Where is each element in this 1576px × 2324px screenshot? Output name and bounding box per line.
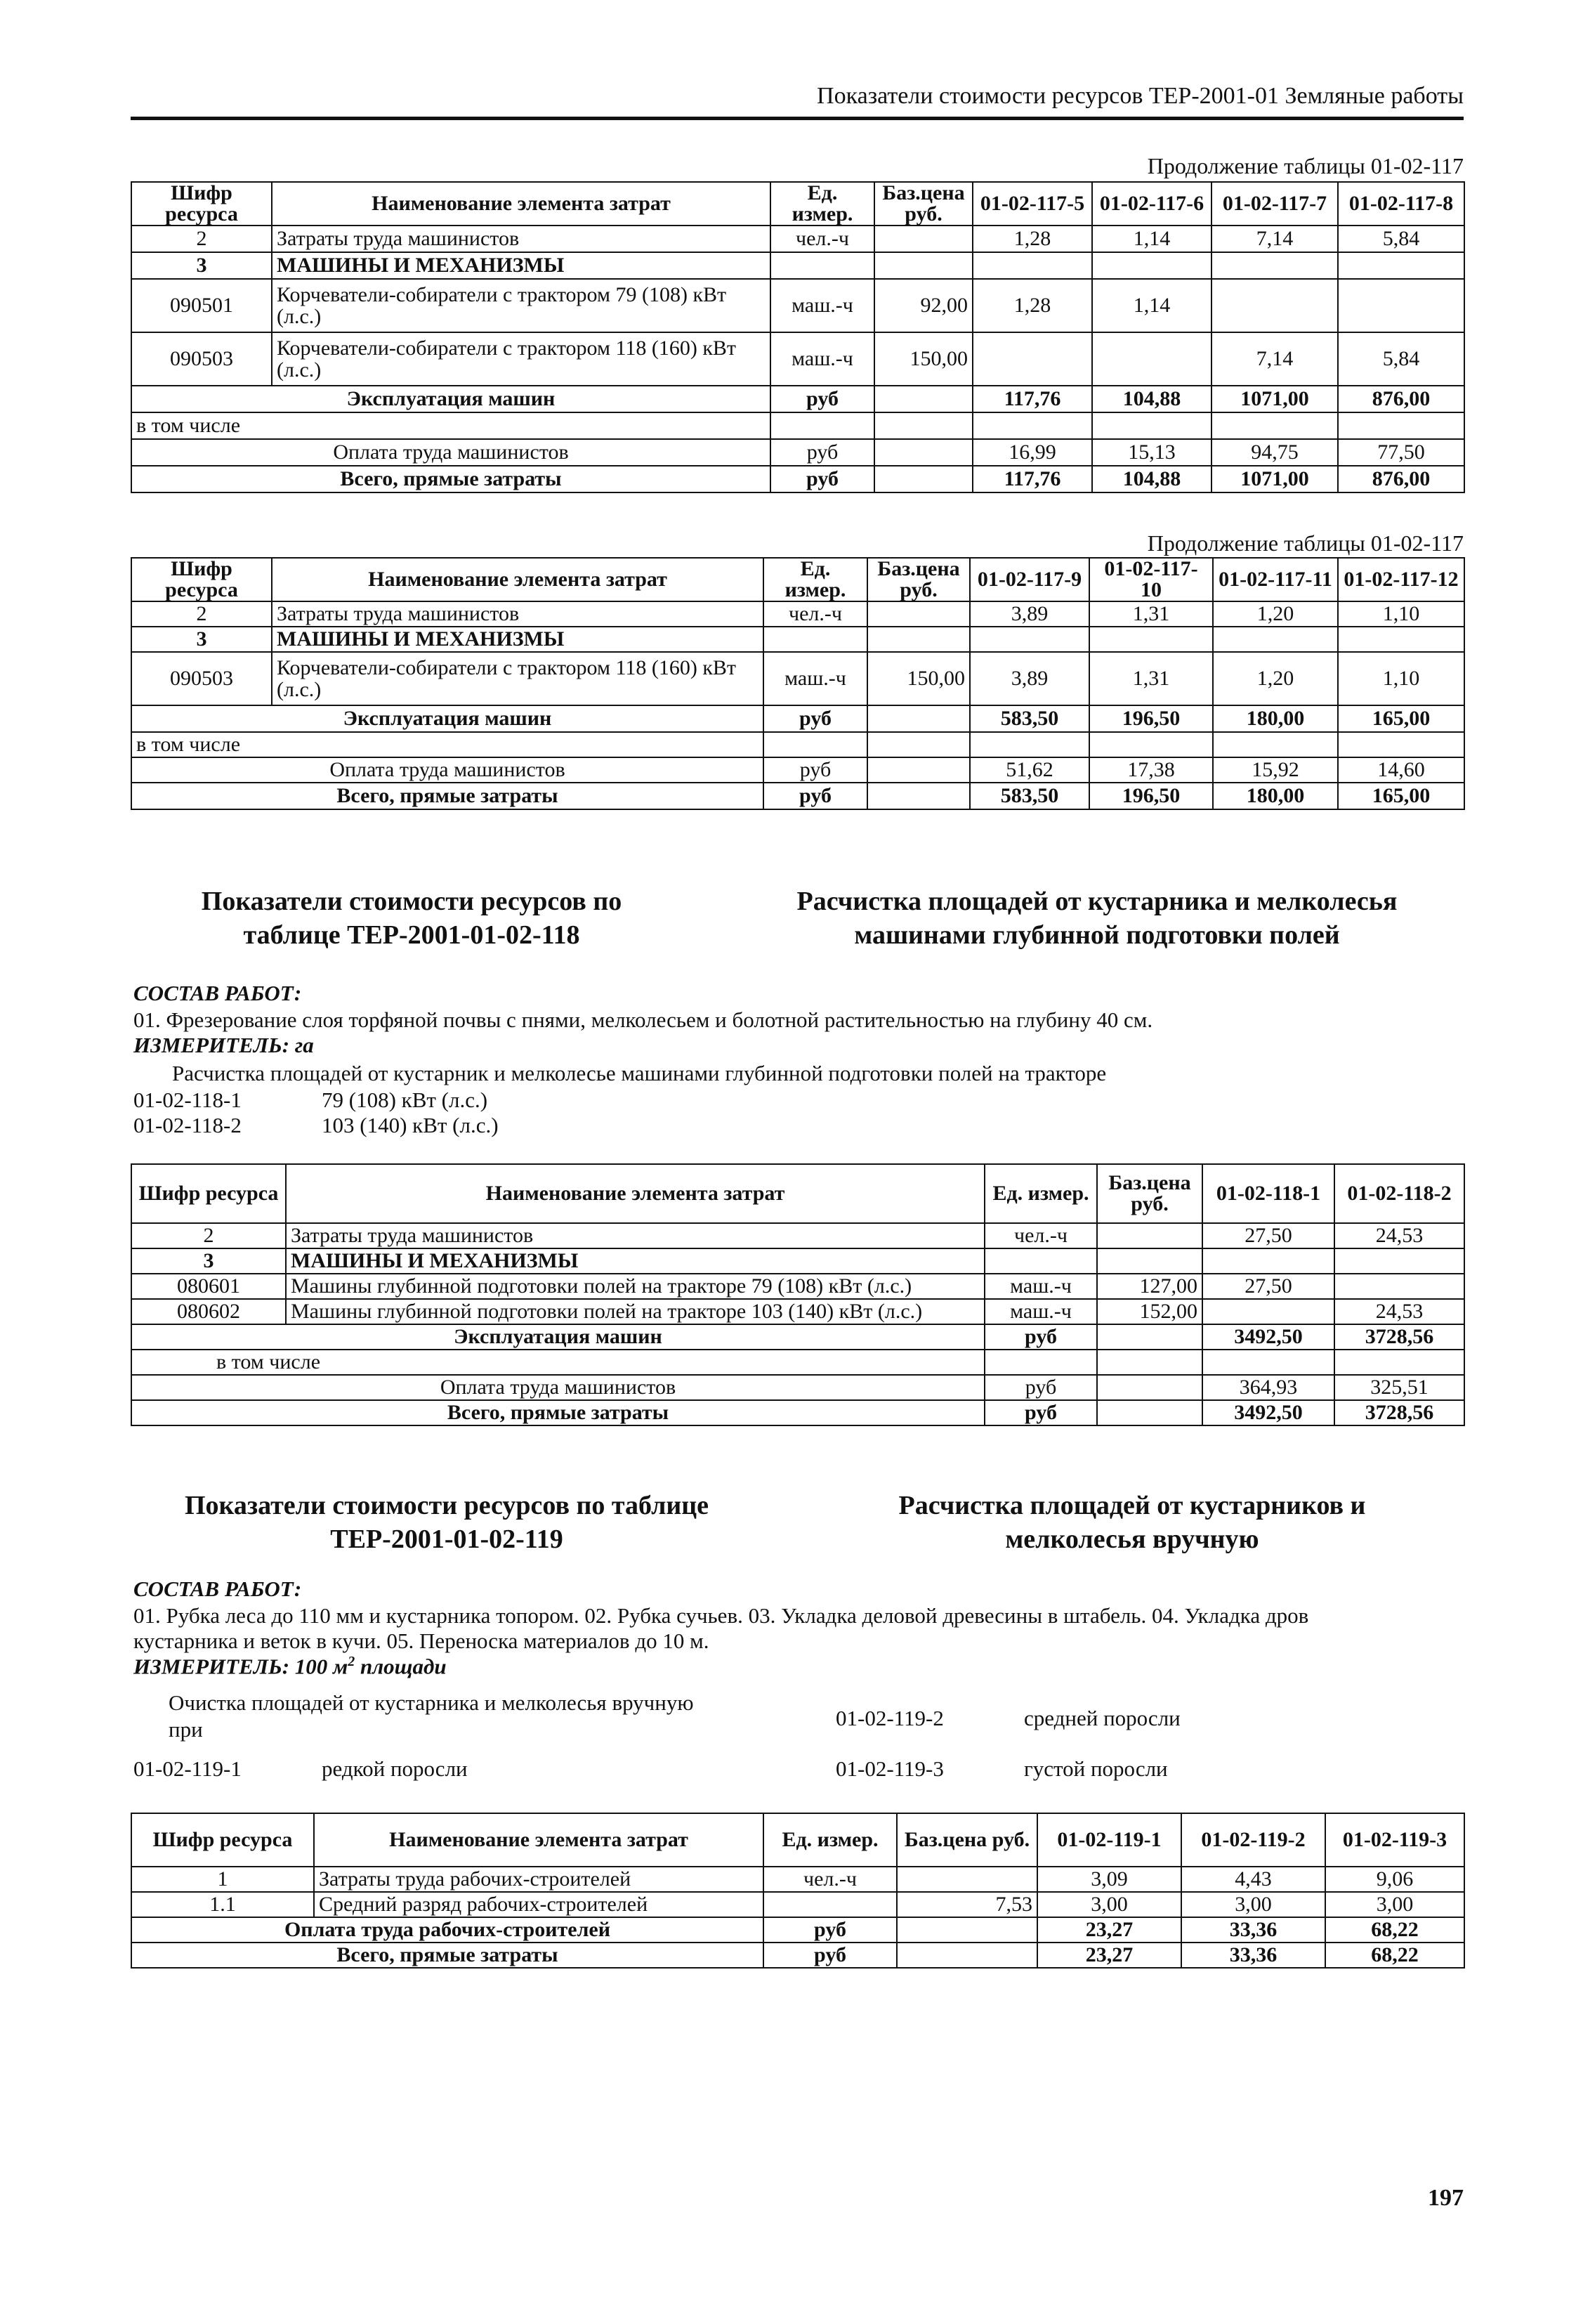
cell: 2 (131, 601, 272, 627)
cell: 3 (131, 1248, 286, 1274)
section-119-title-left (131, 1489, 763, 1556)
cell: 24,53 (1334, 1223, 1464, 1248)
cell: 080601 (131, 1274, 286, 1299)
cell (973, 332, 1092, 386)
cell: 1,14 (1092, 279, 1211, 332)
measure-label: ИЗМЕРИТЕЛЬ: га (133, 1033, 314, 1057)
table-row (131, 1248, 1464, 1274)
cell (874, 226, 973, 252)
summary-row (131, 1324, 1464, 1350)
col-header: Ед. измер. (763, 1813, 897, 1867)
title-line: мелколесья вручную (1005, 1524, 1259, 1554)
cell: Оплата труда машинистов (131, 439, 770, 466)
cell (1097, 1248, 1202, 1274)
cell (1097, 1375, 1202, 1400)
cell (770, 412, 874, 439)
cell: МАШИНЫ И МЕХАНИЗМЫ (286, 1248, 985, 1274)
table-row (131, 627, 1464, 652)
cell: руб (763, 1917, 897, 1943)
cell: Затраты труда машинистов (272, 601, 763, 627)
table-row (131, 279, 1464, 332)
col-header: Шифр ресурса (131, 182, 272, 226)
col-header: Ед. измер. (763, 558, 867, 601)
work-composition-text: 01. Фрезерование слоя торфяной почвы с пнями, мелколесьем и болотной растительностью на глубину 40 см. (133, 1007, 1153, 1032)
cell: 1071,00 (1211, 466, 1338, 492)
cell: Оплата труда рабочих-строителей (131, 1917, 763, 1943)
table-01-02-117-part1 (131, 181, 1465, 493)
cell (874, 439, 973, 466)
code: 01-02-119-2 (836, 1706, 944, 1730)
cell: 876,00 (1338, 386, 1464, 412)
cell: 3492,50 (1202, 1324, 1334, 1350)
cell: маш.-ч (985, 1274, 1097, 1299)
col-header: 01-02-118-1 (1202, 1164, 1334, 1223)
cell: 14,60 (1338, 757, 1464, 783)
cell (874, 466, 973, 492)
cell (1092, 332, 1211, 386)
cell (1211, 279, 1338, 332)
cell (1338, 732, 1464, 757)
measure-label (133, 1654, 447, 1679)
cell (874, 252, 973, 279)
cell (1092, 412, 1211, 439)
work-composition-text: кустарника и веток в кучи. 05. Переноска материалов до 10 м. (133, 1628, 709, 1653)
cell (1334, 1274, 1464, 1299)
code: 01-02-118-2 (133, 1113, 242, 1137)
col-header: 01-02-119-3 (1325, 1813, 1464, 1867)
cell: 1,10 (1338, 652, 1464, 705)
cell: 3,00 (1325, 1892, 1464, 1917)
cell (763, 732, 867, 757)
col-header: Шифр ресурса (131, 558, 272, 601)
cell (970, 627, 1089, 652)
cell (1097, 1350, 1202, 1375)
cell (1338, 627, 1464, 652)
section-118-title-right (730, 885, 1464, 952)
cell: 27,50 (1202, 1274, 1334, 1299)
cell: Всего, прямые затраты (131, 1400, 985, 1425)
cell (897, 1867, 1037, 1892)
cell: чел.-ч (763, 601, 867, 627)
cell: 1,28 (973, 279, 1092, 332)
cell: 2 (131, 226, 272, 252)
title-line: Расчистка площадей от кустарника и мелколесья (796, 887, 1398, 916)
cell: руб (985, 1324, 1097, 1350)
col-header: Наименование элемента затрат (272, 558, 763, 601)
title-line: ТЕР-2001-01-02-119 (330, 1524, 563, 1554)
summary-row (131, 1375, 1464, 1400)
page-number: 197 (1428, 2185, 1464, 2211)
table-row (131, 1223, 1464, 1248)
cell (867, 705, 970, 732)
cell: 33,36 (1181, 1943, 1325, 1968)
summary-row (131, 439, 1464, 466)
cell: Затраты труда рабочих-строителей (314, 1867, 763, 1892)
cell: чел.-ч (770, 226, 874, 252)
cell: 1,20 (1213, 601, 1338, 627)
code: 01-02-119-3 (836, 1756, 944, 1781)
cell (897, 1917, 1037, 1943)
cell (867, 732, 970, 757)
cell: 77,50 (1338, 439, 1464, 466)
cell (874, 386, 973, 412)
cell (1213, 627, 1338, 652)
summary-row (131, 1943, 1464, 1968)
col-header: 01-02-117-10 (1089, 558, 1213, 601)
table-row (131, 1867, 1464, 1892)
cell: в том числе (131, 412, 770, 439)
cell: руб (763, 757, 867, 783)
cell (1334, 1248, 1464, 1274)
cell (867, 601, 970, 627)
cell: 17,38 (1089, 757, 1213, 783)
cell: 24,53 (1334, 1299, 1464, 1324)
table-header-row (131, 558, 1464, 601)
cell: 7,53 (897, 1892, 1037, 1917)
cell: руб (763, 783, 867, 809)
col-header: 01-02-117-12 (1338, 558, 1464, 601)
code-line (836, 1706, 1181, 1731)
cell (1089, 732, 1213, 757)
cell: 5,84 (1338, 332, 1464, 386)
cell: 27,50 (1202, 1223, 1334, 1248)
cell: маш.-ч (985, 1299, 1097, 1324)
title-line: машинами глубинной подготовки полей (854, 920, 1340, 950)
cell: Эксплуатация машин (131, 1324, 985, 1350)
cell: Всего, прямые затраты (131, 466, 770, 492)
code: 01-02-119-1 (133, 1756, 242, 1781)
cell: 090501 (131, 279, 272, 332)
cell (1338, 279, 1464, 332)
cell (1334, 1350, 1464, 1375)
col-header: 01-02-117-9 (970, 558, 1089, 601)
table2-continuation: Продолжение таблицы 01-02-117 (1147, 530, 1464, 556)
cell: МАШИНЫ И МЕХАНИЗМЫ (272, 252, 770, 279)
cell: 583,50 (970, 705, 1089, 732)
cell: 1,28 (973, 226, 1092, 252)
col-header: Шифр ресурса (131, 1813, 314, 1867)
cell: чел.-ч (985, 1223, 1097, 1248)
cell (1089, 627, 1213, 652)
cell: 3 (131, 627, 272, 652)
cell: 165,00 (1338, 783, 1464, 809)
table-header-row (131, 182, 1464, 226)
cell: 152,00 (1097, 1299, 1202, 1324)
summary-row (131, 1917, 1464, 1943)
cell: 364,93 (1202, 1375, 1334, 1400)
cell: Всего, прямые затраты (131, 783, 763, 809)
col-header: 01-02-117-8 (1338, 182, 1464, 226)
summary-row (131, 466, 1464, 492)
section-description: Очистка площадей от кустарника и мелколесья вручную (169, 1690, 694, 1715)
table-row (131, 1274, 1464, 1299)
cell (763, 1892, 897, 1917)
cell: 1 (131, 1867, 314, 1892)
section-description: Расчистка площадей от кустарник и мелколесье машинами глубинной подготовки полей на тракторе (172, 1061, 1107, 1085)
cell: 94,75 (1211, 439, 1338, 466)
cell: 68,22 (1325, 1943, 1464, 1968)
cell: 196,50 (1089, 783, 1213, 809)
cell: 090503 (131, 652, 272, 705)
cell: 7,14 (1211, 226, 1338, 252)
cell: 1,20 (1213, 652, 1338, 705)
cell: 3,89 (970, 601, 1089, 627)
cell: Корчеватели-собиратели с трактором 118 (160) кВт (л.с.) (272, 652, 763, 705)
cell (1097, 1400, 1202, 1425)
cell: 33,36 (1181, 1917, 1325, 1943)
table-header-row (131, 1164, 1464, 1223)
cell (973, 252, 1092, 279)
cell: 1,14 (1092, 226, 1211, 252)
cell: руб (985, 1400, 1097, 1425)
summary-row (131, 412, 1464, 439)
cell: 117,76 (973, 466, 1092, 492)
col-header: 01-02-118-2 (1334, 1164, 1464, 1223)
title-line: таблице ТЕР-2001-01-02-118 (243, 920, 580, 950)
cell: Оплата труда машинистов (131, 1375, 985, 1400)
cell: Эксплуатация машин (131, 705, 763, 732)
title-line: Расчистка площадей от кустарников и (898, 1491, 1366, 1520)
cell: 3728,56 (1334, 1324, 1464, 1350)
work-composition-text: 01. Рубка леса до 110 мм и кустарника топором. 02. Рубка сучьев. 03. Укладка деловой древесины в штабель. 04. Укладка дров (133, 1603, 1309, 1628)
table1-continuation: Продолжение таблицы 01-02-117 (1147, 153, 1464, 178)
table-01-02-118 (131, 1163, 1465, 1426)
cell: 3 (131, 252, 272, 279)
code-text: средней поросли (1024, 1706, 1181, 1730)
col-header: Ед. измер. (985, 1164, 1097, 1223)
cell (1097, 1324, 1202, 1350)
title-line: Показатели стоимости ресурсов по (201, 887, 622, 916)
cell: 3,09 (1037, 1867, 1181, 1892)
cell (1202, 1299, 1334, 1324)
cell: 16,99 (973, 439, 1092, 466)
cell (763, 627, 867, 652)
section-description: при (169, 1717, 203, 1742)
table-01-02-117-part2 (131, 557, 1465, 810)
code-text: 79 (108) кВт (л.с.) (322, 1088, 488, 1112)
cell: 104,88 (1092, 466, 1211, 492)
table-01-02-119 (131, 1813, 1465, 1969)
cell (1092, 252, 1211, 279)
cell: руб (985, 1375, 1097, 1400)
cell: 5,84 (1338, 226, 1464, 252)
cell: Корчеватели-собиратели с трактором 79 (108) кВт (л.с.) (272, 279, 770, 332)
cell (1213, 732, 1338, 757)
code: 01-02-118-1 (133, 1088, 242, 1112)
col-header: Наименование элемента затрат (286, 1164, 985, 1223)
cell (970, 732, 1089, 757)
cell: 1,31 (1089, 652, 1213, 705)
cell (1097, 1223, 1202, 1248)
table-header-row (131, 1813, 1464, 1867)
table-row (131, 252, 1464, 279)
cell: 165,00 (1338, 705, 1464, 732)
code-line (133, 1113, 499, 1138)
cell: 150,00 (874, 332, 973, 386)
cell: руб (763, 1943, 897, 1968)
cell (1202, 1350, 1334, 1375)
cell (867, 627, 970, 652)
cell: Средний разряд рабочих-строителей (314, 1892, 763, 1917)
cell (1211, 412, 1338, 439)
cell: 150,00 (867, 652, 970, 705)
cell: 117,76 (973, 386, 1092, 412)
code-text: 103 (140) кВт (л.с.) (322, 1113, 499, 1137)
summary-row (131, 757, 1464, 783)
col-header: 01-02-117-7 (1211, 182, 1338, 226)
cell: 68,22 (1325, 1917, 1464, 1943)
cell: маш.-ч (763, 652, 867, 705)
table-row (131, 1892, 1464, 1917)
cell: 583,50 (970, 783, 1089, 809)
cell: 104,88 (1092, 386, 1211, 412)
cell (973, 412, 1092, 439)
table-row (131, 226, 1464, 252)
cell: 876,00 (1338, 466, 1464, 492)
cell: 4,43 (1181, 1867, 1325, 1892)
cell: 3,00 (1181, 1892, 1325, 1917)
cell: 15,92 (1213, 757, 1338, 783)
cell (874, 412, 973, 439)
cell: руб (763, 705, 867, 732)
col-header: Наименование элемента затрат (314, 1813, 763, 1867)
cell: 180,00 (1213, 705, 1338, 732)
cell: Оплата труда машинистов (131, 757, 763, 783)
cell: 15,13 (1092, 439, 1211, 466)
cell (1338, 412, 1464, 439)
cell: маш.-ч (770, 332, 874, 386)
cell: 3,00 (1037, 1892, 1181, 1917)
col-header: Ед. измер. (770, 182, 874, 226)
measure-text: ИЗМЕРИТЕЛЬ: 100 м (133, 1654, 348, 1679)
col-header: 01-02-119-1 (1037, 1813, 1181, 1867)
col-header: Баз.цена руб. (867, 558, 970, 601)
cell: МАШИНЫ И МЕХАНИЗМЫ (272, 627, 763, 652)
col-header: 01-02-117-11 (1213, 558, 1338, 601)
cell: 090503 (131, 332, 272, 386)
cell: 1,10 (1338, 601, 1464, 627)
summary-row (131, 1350, 1464, 1375)
cell: руб (770, 386, 874, 412)
table-row (131, 601, 1464, 627)
cell: 9,06 (1325, 1867, 1464, 1892)
cell: 1071,00 (1211, 386, 1338, 412)
summary-row (131, 732, 1464, 757)
cell: 23,27 (1037, 1917, 1181, 1943)
cell (1202, 1248, 1334, 1274)
cell (867, 757, 970, 783)
code-text: редкой поросли (322, 1756, 468, 1781)
cell: Машины глубинной подготовки полей на тракторе 103 (140) кВт (л.с.) (286, 1299, 985, 1324)
table-row (131, 652, 1464, 705)
col-header: Шифр ресурса (131, 1164, 286, 1223)
cell: в том числе (131, 1350, 985, 1375)
table-row (131, 332, 1464, 386)
code-line (133, 1088, 487, 1113)
cell: Затраты труда машинистов (272, 226, 770, 252)
cell (897, 1943, 1037, 1968)
code-line (133, 1756, 468, 1782)
measure-superscript: 2 (348, 1654, 355, 1669)
col-header: Баз.цена руб. (874, 182, 973, 226)
col-header: 01-02-117-6 (1092, 182, 1211, 226)
col-header: Баз.цена руб. (1097, 1164, 1202, 1223)
cell: Эксплуатация машин (131, 386, 770, 412)
summary-row (131, 705, 1464, 732)
cell: 51,62 (970, 757, 1089, 783)
cell: 23,27 (1037, 1943, 1181, 1968)
title-line: Показатели стоимости ресурсов по таблице (184, 1491, 709, 1520)
work-composition-label: СОСТАВ РАБОТ: (133, 981, 302, 1005)
col-header: Баз.цена руб. (897, 1813, 1037, 1867)
cell (867, 783, 970, 809)
cell: Всего, прямые затраты (131, 1943, 763, 1968)
col-header: 01-02-117-5 (973, 182, 1092, 226)
cell: Машины глубинной подготовки полей на тракторе 79 (108) кВт (л.с.) (286, 1274, 985, 1299)
code-line (836, 1756, 1168, 1782)
summary-row (131, 783, 1464, 809)
cell: 3,89 (970, 652, 1089, 705)
header-rule (131, 117, 1464, 120)
cell: чел.-ч (763, 1867, 897, 1892)
cell: 180,00 (1213, 783, 1338, 809)
cell: 1.1 (131, 1892, 314, 1917)
cell (985, 1248, 1097, 1274)
col-header: 01-02-119-2 (1181, 1813, 1325, 1867)
cell: 1,31 (1089, 601, 1213, 627)
cell: 7,14 (1211, 332, 1338, 386)
cell: руб (770, 466, 874, 492)
cell: Затраты труда машинистов (286, 1223, 985, 1248)
measure-tail: площади (355, 1654, 447, 1679)
table-row (131, 1299, 1464, 1324)
cell (1211, 252, 1338, 279)
cell (985, 1350, 1097, 1375)
cell: руб (770, 439, 874, 466)
cell (1338, 252, 1464, 279)
summary-row (131, 1400, 1464, 1425)
cell: в том числе (131, 732, 763, 757)
work-composition-label: СОСТАВ РАБОТ: (133, 1576, 302, 1601)
cell: 080602 (131, 1299, 286, 1324)
cell: Корчеватели-собиратели с трактором 118 (160) кВт (л.с.) (272, 332, 770, 386)
cell: 92,00 (874, 279, 973, 332)
cell: 3728,56 (1334, 1400, 1464, 1425)
cell (770, 252, 874, 279)
cell: 325,51 (1334, 1375, 1464, 1400)
section-119-title-right (801, 1489, 1464, 1556)
cell: 3492,50 (1202, 1400, 1334, 1425)
col-header: Наименование элемента затрат (272, 182, 770, 226)
running-header: Показатели стоимости ресурсов ТЕР-2001-01 Земляные работы (817, 83, 1464, 109)
cell: маш.-ч (770, 279, 874, 332)
cell: 196,50 (1089, 705, 1213, 732)
section-118-title-left (131, 885, 692, 952)
cell: 2 (131, 1223, 286, 1248)
summary-row (131, 386, 1464, 412)
cell: 127,00 (1097, 1274, 1202, 1299)
code-text: густой поросли (1024, 1756, 1168, 1781)
